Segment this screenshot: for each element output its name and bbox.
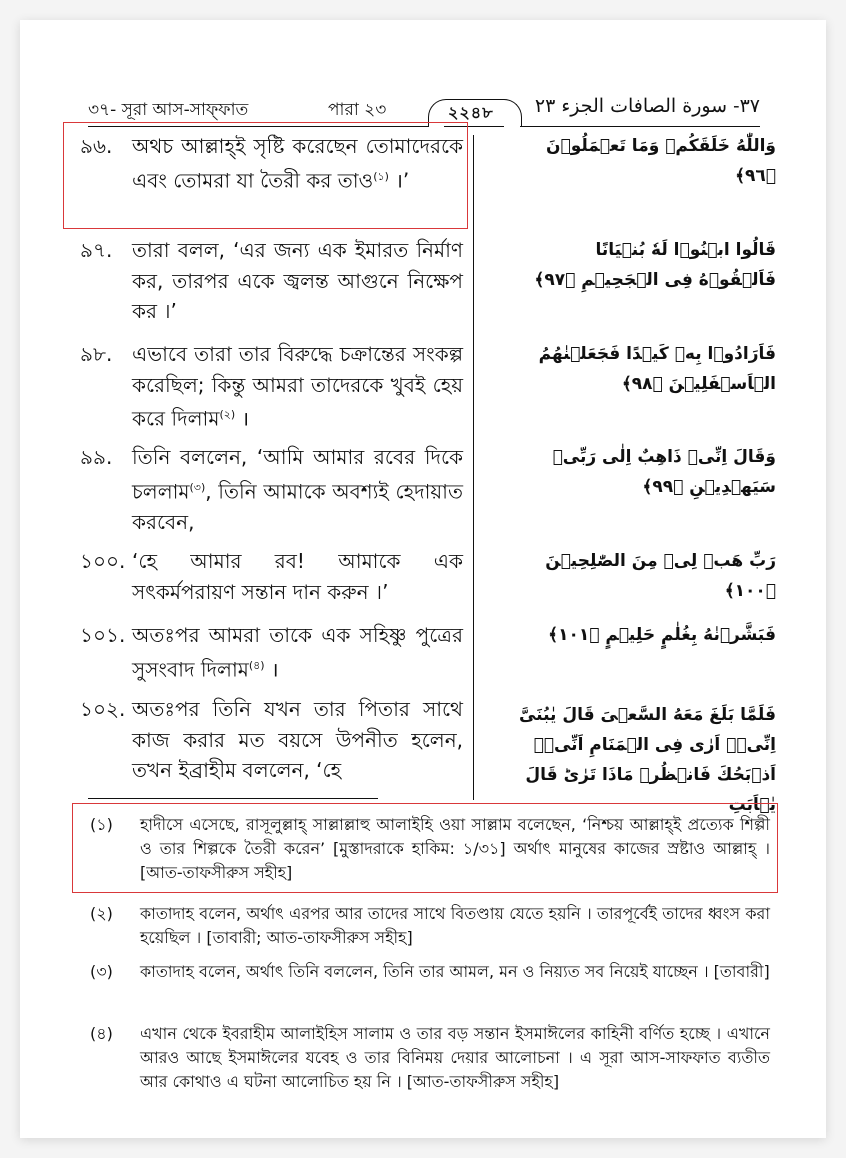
footnote-ref[interactable]: (৩) xyxy=(189,480,206,494)
footnote-2 xyxy=(90,902,770,950)
verse-number: ৯৬. xyxy=(80,134,113,158)
verse-100 xyxy=(80,546,463,607)
footnote-3 xyxy=(90,960,770,984)
verse-text-tail: । xyxy=(235,406,250,431)
arabic-verse-96: وَاللّٰهُ خَلَقَكُمۡ وَمَا تَعۡمَلُوۡنَ ﴿٩٦﴾ xyxy=(546,136,776,186)
column-divider xyxy=(473,135,474,800)
header-rule xyxy=(520,126,760,127)
verse-number: ৯৭. xyxy=(80,238,113,262)
arabic-verse-100: رَبِّ هَبۡ لِىۡ مِنَ الصّٰلِحِيۡنَ ﴿١٠٠﴾ xyxy=(545,551,776,601)
verse-text: তারা বলল, ‘এর জন্য এক ইমারত নির্মাণ কর, তারপর একে জ্বলন্ত আগুনে নিক্ষেপ কর ।’ xyxy=(132,238,463,323)
verse-text: অতঃপর আমরা তাকে এক সহিষ্ণু পুত্রের সুসংবাদ দিলাম xyxy=(132,623,463,682)
footnote-4 xyxy=(90,1022,770,1094)
footnote-rule xyxy=(88,798,378,799)
highlight-box-verse-96 xyxy=(63,122,468,229)
footnote-number: (৪) xyxy=(90,1024,113,1043)
verse-text-tail: । xyxy=(264,657,279,682)
verse-102 xyxy=(80,694,463,786)
verse-text: অতঃপর তিনি যখন তার পিতার সাথে কাজ করার মত বয়সে উপনীত হলেন, তখন ইব্রাহীম বললেন, ‘হে xyxy=(132,697,463,782)
arabic-verse-99: وَقَالَ اِنِّىۡ ذَاهِبٌ اِلٰى رَبِّىۡ سَيَهۡدِيۡنِ ﴿٩٩﴾ xyxy=(552,447,776,497)
verse-number: ১০১. xyxy=(80,623,126,647)
arabic-verse-97: قَالُوا ابۡنُوۡا لَهٗ بُنۡيَانًا فَاَلۡقُوۡهُ فِى الۡجَحِيۡمِ ﴿٩٧﴾ xyxy=(534,240,776,290)
verse-97 xyxy=(80,235,463,327)
arabic-verse-98: فَاَرَادُوۡا بِهٖ كَيۡدًا فَجَعَلۡنٰهُمُ الۡاَسۡفَلِيۡنَ ﴿٩٨﴾ xyxy=(538,344,776,394)
footnote-ref[interactable]: (১) xyxy=(373,169,389,183)
footnote-number: (৩) xyxy=(90,962,113,981)
verse-text: এভাবে তারা তার বিরুদ্ধে চক্রান্তের সংকল্প করেছিল; কিন্তু আমরা তাদেরকে খুবই হেয় করে দিলাম xyxy=(132,342,463,431)
verse-number: ৯৮. xyxy=(80,342,113,366)
arabic-verse-102: فَلَمَّا بَلَغَ مَعَهُ السَّعۡىَ قَالَ يٰبُنَىَّ اِنِّىۡۤ اَرٰى فِى الۡمَنَامِ اَنِّىۡۤ اَذۡبَحُكَ فَانۡظُرۡ مَاذَا تَرٰى​ؕ قَالَ يٰۤاَبَتِ xyxy=(518,705,776,815)
footnote-text: হাদীসে এসেছে, রাসূলুল্লাহ্ সাল্লাল্লাহু আলাইহি ওয়া সাল্লাম বলেছেন, ‘নিশ্চয় আল্লাহ্ই প্রত্যেক শিল্পী ও তার শিল্পকে তৈরী করেন’ [মুস্তাদরাকে হাকিম: ১/৩১] অর্থাৎ মানুষের কাজের স্রষ্টাও আল্লাহ্ । [আত-তাফসীরুস সহীহ] xyxy=(140,815,770,882)
footnote-ref[interactable]: (২) xyxy=(219,408,236,421)
verse-text: অথচ আল্লাহ্ই সৃষ্টি করেছেন তোমাদেরকে এবং তোমরা যা তৈরী কর তাও xyxy=(132,134,463,193)
footnote-ref[interactable]: (৪) xyxy=(248,658,265,672)
verse-text: ‘হে আমার রব! আমাকে এক সৎকর্মপরায়ণ সন্তান দান করুন ।’ xyxy=(132,549,463,604)
surah-title-ar: ٣٧- سورة الصافات الجزء ٢٣ xyxy=(534,95,760,117)
verse-99 xyxy=(80,442,463,537)
verse-number: ১০২. xyxy=(80,697,126,721)
surah-title-bn: ৩৭- সূরা আস-সাফ্ফাত xyxy=(88,100,249,120)
verse-number: ৯৯. xyxy=(80,445,113,469)
page-number: ২২৪৮ xyxy=(448,103,494,122)
verse-text-tail: ।’ xyxy=(388,168,410,193)
para-label: পারা ২৩ xyxy=(328,100,387,120)
footnote-text: এখান থেকে ইবরাহীম আলাইহিস সালাম ও তার বড় সন্তান ইসমাঈলের কাহিনী বর্ণিত হচ্ছে । এখানে আরও আছে ইসমাঈলের যবেহ ও তার বিনিময় দেয়ার আলোচনা । এ সূরা আস-সাফফাত ব্যতীত আর কোথাও এ ঘটনা আলোচিত হয় নি । [আত-তাফসীরুস সহীহ] xyxy=(140,1024,770,1091)
verse-98 xyxy=(80,339,463,434)
footnote-number: (২) xyxy=(90,904,113,923)
footnote-text: কাতাদাহ বলেন, অর্থাৎ এরপর আর তাদের সাথে বিতণ্ডায় যেতে হয়নি । তারপূর্বেই তাদের ধ্বংস করা হয়েছিল । [তাবারী; আত-তাফসীরুস সহীহ] xyxy=(140,904,770,947)
verse-text: তিনি বললেন, ‘আমি আমার রবের দিকে চললাম xyxy=(132,445,463,504)
verse-text-tail: , তিনি আমাকে অবশ্যই হেদায়াত করবেন, xyxy=(132,479,463,534)
footnote-number: (১) xyxy=(90,815,113,834)
arabic-verse-101: فَبَشَّرۡنٰهُ بِغُلٰمٍ حَلِيۡمٍ ﴿١٠١﴾ xyxy=(548,625,776,645)
footnote-text: কাতাদাহ বলেন, অর্থাৎ তিনি বললেন, তিনি তার আমল, মন ও নিয়্যত সব নিয়েই যাচ্ছেন । [তাবারী] xyxy=(140,962,770,981)
verse-101 xyxy=(80,620,463,685)
highlight-box-footnote-1 xyxy=(72,803,778,893)
verse-number: ১০০. xyxy=(80,549,126,573)
